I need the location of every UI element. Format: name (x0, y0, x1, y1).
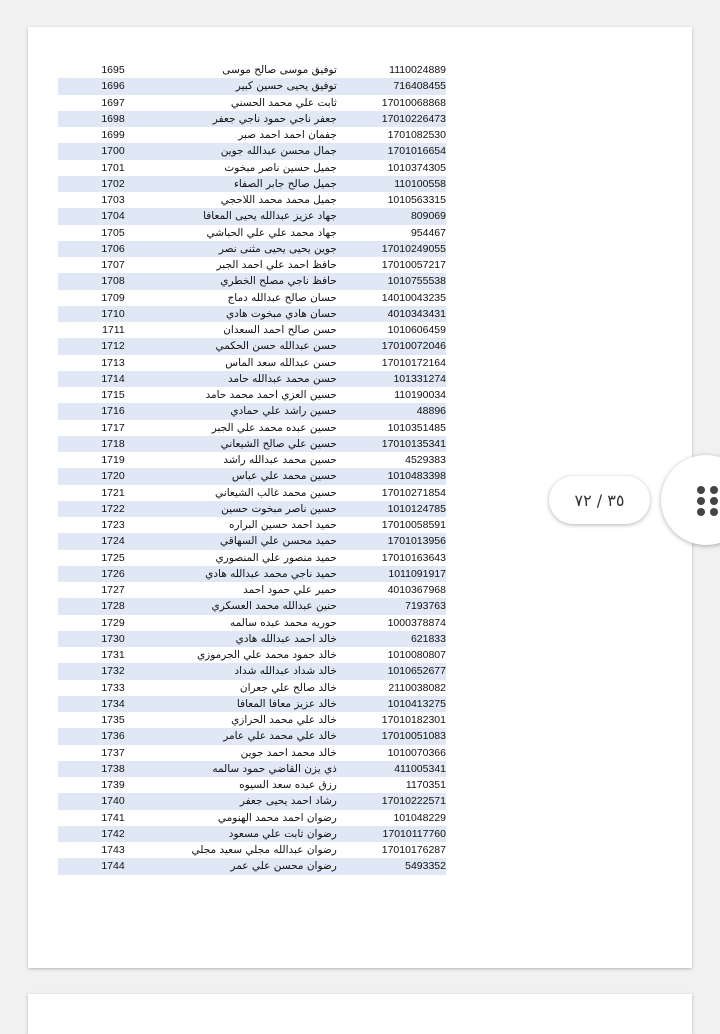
row-name: حسين محمد عبدالله راشد (223, 454, 337, 467)
row-number: 1742 (58, 826, 125, 842)
row-name: ذي يزن القاضي حمود سالمه (125, 761, 337, 777)
names-table (58, 62, 446, 875)
row-name: خالد حمود محمد علي الجرموزي (196, 649, 337, 662)
row-name: حسين عبده محمد علي الجبر (211, 421, 337, 434)
row-id: 17010058591 (381, 519, 446, 532)
row-name: حسين محمد علي عباس (125, 468, 337, 484)
row-id: 809069 (337, 208, 446, 224)
row-number: 1706 (58, 241, 125, 257)
table-row (58, 761, 446, 777)
table-row (58, 631, 446, 647)
row-name: جفمان احمد احمد صبر (238, 129, 337, 142)
table-row (58, 192, 446, 208)
row-name: خالد علي محمد الحرازي (231, 714, 337, 727)
row-name: حسن محمد عبدالله حامد (125, 371, 337, 387)
table-row (58, 615, 446, 631)
row-number: 1713 (101, 356, 125, 369)
row-id: 17010176287 (381, 844, 446, 857)
next-document-page (28, 994, 692, 1034)
row-number: 1730 (58, 631, 125, 647)
row-id: 14010043235 (381, 291, 446, 304)
table-row (58, 517, 446, 533)
row-name: حميد محسن علي السهاقي (125, 533, 337, 549)
row-id: 4529383 (405, 454, 446, 467)
row-id: 1010374305 (387, 161, 446, 174)
row-name: حسان صالح عبدالله دماج (227, 291, 337, 304)
row-number: 1741 (101, 811, 125, 824)
row-name: حميد احمد حسين البراره (229, 519, 337, 532)
row-id: 17010172164 (381, 356, 446, 369)
table-row (58, 160, 446, 176)
table-row (58, 387, 446, 403)
table-row (58, 420, 446, 436)
row-number: 1716 (58, 403, 125, 419)
table-row (58, 533, 446, 549)
table-row (58, 452, 446, 468)
row-name: خالد عزيز معافا المعافا (125, 696, 337, 712)
table-row (58, 842, 446, 858)
row-name: حسين راشد علي حمادي (125, 403, 337, 419)
row-number: 1705 (101, 226, 125, 239)
row-number: 1711 (102, 324, 125, 337)
row-number: 1718 (58, 436, 125, 452)
row-number: 1709 (101, 291, 125, 304)
table-row (58, 355, 446, 371)
row-number: 1710 (58, 306, 125, 322)
row-number: 1739 (101, 779, 125, 792)
row-number: 1738 (58, 761, 125, 777)
table-row (58, 78, 446, 94)
table-row (58, 403, 446, 419)
page-indicator-text: ٣٥ / ٧٢ (574, 490, 625, 510)
table-row (58, 468, 446, 484)
row-name: جهاد محمد علي علي الحباشي (206, 226, 337, 239)
row-id: 17010163643 (381, 551, 446, 564)
row-id: 5493352 (337, 858, 446, 874)
row-id: 17010117760 (337, 826, 446, 842)
row-number: 1731 (101, 649, 125, 662)
row-id: 1010070366 (387, 746, 446, 759)
row-name: حمير علي حمود احمد (243, 584, 337, 597)
table-row (58, 111, 446, 127)
table-row (58, 127, 446, 143)
row-id: 17010068868 (381, 96, 446, 109)
table-row (58, 680, 446, 696)
table-row (58, 485, 446, 501)
table-row (58, 257, 446, 273)
table-row (58, 208, 446, 224)
row-number: 1721 (101, 486, 125, 499)
table-row (58, 793, 446, 809)
row-name: حوريه محمد عبده سالمه (229, 616, 337, 629)
row-name: جوين يحيى يحيى مثنى نصر (125, 241, 337, 257)
row-id: 1010755538 (337, 273, 446, 289)
row-name: رشاد احمد يحيى جعفر (125, 793, 337, 809)
table-row (58, 598, 446, 614)
row-number: 1720 (58, 468, 125, 484)
row-name: حسن عبدالله سعد الماس (225, 356, 337, 369)
row-id: 1010563315 (387, 194, 446, 207)
row-id: 17010226473 (337, 111, 446, 127)
row-number: 1740 (58, 793, 125, 809)
row-number: 1732 (58, 663, 125, 679)
table-row (58, 745, 446, 761)
table-row (58, 95, 446, 111)
row-id: 1010483398 (337, 468, 446, 484)
row-id: 101048229 (393, 811, 446, 824)
table-row (58, 176, 446, 192)
table-row (58, 696, 446, 712)
table-row (58, 436, 446, 452)
table-row (58, 826, 446, 842)
row-id: 1701016654 (337, 143, 446, 159)
row-name: خالد احمد عبدالله هادي (125, 631, 337, 647)
row-name: حسين العزي احمد محمد حامد (205, 389, 337, 402)
row-id: 411005341 (337, 761, 446, 777)
row-name: خالد علي محمد علي عامر (125, 728, 337, 744)
table-row (58, 371, 446, 387)
row-number: 1701 (101, 161, 125, 174)
row-id: 17010222571 (337, 793, 446, 809)
row-number: 1744 (58, 858, 125, 874)
row-id: 110100558 (337, 176, 446, 192)
row-name: جميل محمد محمد اللاحجي (220, 194, 337, 207)
row-number: 1735 (101, 714, 125, 727)
row-number: 1712 (58, 338, 125, 354)
table-row (58, 728, 446, 744)
row-id: 4010367968 (387, 584, 446, 597)
row-name: حافظ ناجي مصلح الخطري (125, 273, 337, 289)
row-name: جميل حسين ناصر مبخوت (224, 161, 337, 174)
table-row (58, 582, 446, 598)
row-id: 1010351485 (387, 421, 446, 434)
row-number: 1724 (58, 533, 125, 549)
row-number: 1714 (58, 371, 125, 387)
row-id: 1010652677 (337, 663, 446, 679)
row-number: 1695 (101, 64, 125, 77)
row-name: حميد ناجي محمد عبدالله هادي (125, 566, 337, 582)
row-number: 1737 (101, 746, 125, 759)
row-id: 1701082530 (387, 129, 446, 142)
row-name: جميل صالح جابر الصفاء (125, 176, 337, 192)
row-id: 17010051083 (337, 728, 446, 744)
row-id: 17010135341 (337, 436, 446, 452)
grid-dots-icon (697, 486, 720, 516)
table-row (58, 143, 446, 159)
page-indicator (549, 476, 650, 524)
row-number: 1725 (101, 551, 125, 564)
table-row (58, 501, 446, 517)
row-number: 1715 (101, 389, 125, 402)
row-name: رضوان محسن علي عمر (125, 858, 337, 874)
row-id: 17010057217 (381, 259, 446, 272)
row-number: 1729 (101, 616, 125, 629)
row-number: 1733 (101, 681, 125, 694)
row-name: جهاد عزيز عبدالله يحيى المعافا (125, 208, 337, 224)
row-id: 1010124785 (337, 501, 446, 517)
table-row (58, 338, 446, 354)
row-number: 1734 (58, 696, 125, 712)
row-number: 1719 (101, 454, 125, 467)
table-row (58, 663, 446, 679)
row-number: 1707 (101, 259, 125, 272)
table-row (58, 712, 446, 728)
row-number: 1696 (58, 78, 125, 94)
table-row (58, 273, 446, 289)
row-number: 1727 (101, 584, 125, 597)
table-row (58, 810, 446, 826)
row-id: 48896 (337, 403, 446, 419)
row-name: رزق عبده سعد السيوه (239, 779, 337, 792)
row-name: رضوان عبدالله مجلي سعيد مجلي (191, 844, 337, 857)
row-id: 2110038082 (388, 681, 446, 694)
row-name: حافظ احمد علي احمد الجبر (216, 259, 337, 272)
table-row (58, 566, 446, 582)
row-name: رضوان ثابت علي مسعود (125, 826, 337, 842)
row-id: 17010182301 (381, 714, 446, 727)
row-id: 7193763 (337, 598, 446, 614)
row-id: 1010606459 (387, 324, 446, 337)
row-id: 110190034 (394, 389, 446, 402)
row-number: 1704 (58, 208, 125, 224)
row-name: توفيق يحيى حسين كبير (125, 78, 337, 94)
names-table-body (58, 62, 446, 875)
row-name: حسين علي صالح الشيعاني (125, 436, 337, 452)
table-row (58, 858, 446, 874)
row-name: حميد منصور علي المنصوري (215, 551, 337, 564)
row-number: 1708 (58, 273, 125, 289)
table-row (58, 62, 446, 78)
row-id: 716408455 (337, 78, 446, 94)
table-row (58, 290, 446, 306)
row-id: 1701013956 (337, 533, 446, 549)
row-number: 1743 (101, 844, 125, 857)
table-row (58, 225, 446, 241)
row-id: 17010072046 (337, 338, 446, 354)
row-number: 1703 (101, 194, 125, 207)
row-name: حسن عبدالله حسن الحكمي (125, 338, 337, 354)
row-id: 1010413275 (337, 696, 446, 712)
table-row (58, 241, 446, 257)
row-number: 1697 (101, 96, 125, 109)
table-row (58, 647, 446, 663)
row-id: 1000378874 (387, 616, 446, 629)
row-number: 1736 (58, 728, 125, 744)
row-id: 17010249055 (337, 241, 446, 257)
row-name: توفيق موسى صالح موسى (222, 64, 337, 77)
row-name: خالد شداد عبدالله شداد (125, 663, 337, 679)
row-number: 1699 (101, 129, 125, 142)
row-name: خالد محمد احمد جوين (240, 746, 337, 759)
row-name: حنين عبدالله محمد العسكري (125, 598, 337, 614)
row-name: حسين محمد غالب الشيعاني (215, 486, 337, 499)
table-row (58, 322, 446, 338)
row-id: 4010343431 (337, 306, 446, 322)
table-row (58, 777, 446, 793)
table-row (58, 306, 446, 322)
row-number: 1723 (101, 519, 125, 532)
row-number: 1717 (101, 421, 125, 434)
row-id: 621833 (337, 631, 446, 647)
row-name: حسين ناصر مبخوت حسين (125, 501, 337, 517)
row-id: 17010271854 (381, 486, 446, 499)
row-id: 1011091917 (337, 566, 446, 582)
row-number: 1728 (58, 598, 125, 614)
row-number: 1702 (58, 176, 125, 192)
row-name: حسن صالح احمد السعدان (223, 324, 337, 337)
row-number: 1722 (58, 501, 125, 517)
row-id: 101331274 (337, 371, 446, 387)
row-id: 954467 (410, 226, 446, 239)
row-name: رضوان احمد محمد الهنومي (217, 811, 337, 824)
row-id: 1110024889 (389, 64, 446, 77)
row-name: جمال محسن عبدالله جوين (125, 143, 337, 159)
row-id: 1170351 (405, 779, 446, 792)
row-name: جعفر ناجي حمود ناجي جعفر (125, 111, 337, 127)
row-number: 1698 (58, 111, 125, 127)
row-name: حسان هادي مبخوت هادي (125, 306, 337, 322)
row-id: 1010080807 (387, 649, 446, 662)
row-number: 1726 (58, 566, 125, 582)
row-number: 1700 (58, 143, 125, 159)
table-row (58, 550, 446, 566)
row-name: ثابت علي محمد الحسني (230, 96, 337, 109)
row-name: خالد صالح علي جعران (239, 681, 337, 694)
